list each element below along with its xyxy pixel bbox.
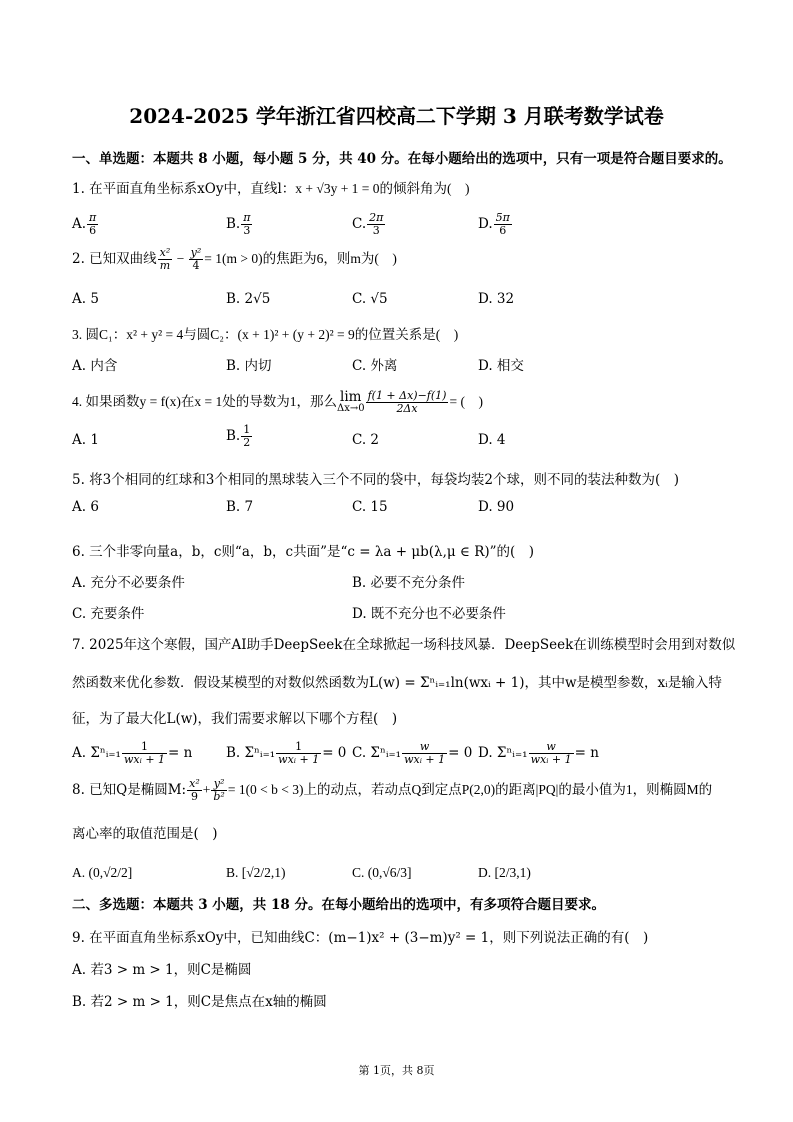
q5-option-c[interactable]: C. 15 <box>352 499 388 515</box>
q8-option-d[interactable]: D. [2/3,1) <box>478 865 531 880</box>
q5-option-d[interactable]: D. 90 <box>478 499 515 515</box>
q9-option-b[interactable]: B. 若2 > m > 1，则C是焦点在x轴的椭圆 <box>72 994 327 1010</box>
question-7-line-2: 然函数来优化参数．假设某模型的对数似然函数为L(w) = Σⁿᵢ₌₁ln(wxᵢ + 1)，其中w是模型参数，xᵢ是输入特 <box>72 675 722 691</box>
q7-option-b[interactable]: B. Σⁿᵢ₌₁ $\frac{1}{\text{wxᵢ + 1}}$ = 0 <box>226 740 347 766</box>
q5-option-a[interactable]: A. 6 <box>72 499 99 515</box>
q6-option-a[interactable]: A. 充分不必要条件 <box>72 575 185 591</box>
question-5: 5. 将3个相同的红球和3个相同的黑球装入三个不同的袋中，每袋均装2个球，则不同的装法种数为( ) <box>72 472 679 488</box>
q6-option-b[interactable]: B. 必要不充分条件 <box>352 575 466 591</box>
section-multiple-choice: 二、多选题：本题共 3 小题，共 18 分。在每小题给出的选项中，有多项符合题目要求。 <box>72 897 605 913</box>
question-8-line-2: 离心率的取值范围是( ) <box>72 826 218 842</box>
question-8: 8. 已知Q是椭圆M: $\frac{\text{x²}}{9}$ + $\frac{\text{y²}}{\text{b²}}$ = 1(0 < b < 3)上的动点，若动点Q到定点P(2,0)的距离|PQ|的最小值为1，则椭圆M的 <box>72 777 713 803</box>
q4-option-a[interactable]: A. 1 <box>72 432 99 448</box>
q7-option-d[interactable]: D. Σⁿᵢ₌₁ $\frac{w}{\text{wxᵢ + 1}}$ = n <box>478 740 599 766</box>
q8-option-c[interactable]: C. (0,√6/3] <box>352 865 412 880</box>
q3-option-a[interactable]: A. 内含 <box>72 358 118 374</box>
q8-option-b[interactable]: B. [√2/2,1) <box>226 865 286 880</box>
q7-option-c[interactable]: C. Σⁿᵢ₌₁ $\frac{w}{\text{wxᵢ + 1}}$ = 0 <box>352 740 473 766</box>
q1-option-b[interactable]: B. $\frac{\pi}{3}$ <box>226 211 251 237</box>
question-7-line-1: 7. 2025年这个寒假，国产AI助手DeepSeek在全球掀起一场科技风暴．DeepSeek在训练模型时会用到对数似 <box>72 637 736 653</box>
section-single-choice: 一、单选题：本题共 8 小题，每小题 5 分，共 40 分。在每小题给出的选项中，只有一项是符合题目要求的。 <box>72 151 732 167</box>
q5-option-b[interactable]: B. 7 <box>226 499 254 515</box>
q6-option-c[interactable]: C. 充要条件 <box>72 606 145 622</box>
page-footer: 第 1页，共 8页 <box>358 1064 435 1077</box>
q2-option-c[interactable]: C. √5 <box>352 291 388 307</box>
q1-option-c[interactable]: C. $\frac{2\pi}{3}$ <box>352 211 384 237</box>
q2-option-d[interactable]: D. 32 <box>478 291 515 307</box>
question-2: 2. 已知双曲线 $\frac{\text{x²}}{m}$ − $\frac{\text{y²}}{4}$ = 1(m > 0)的焦距为6，则m为( ) <box>72 246 397 272</box>
q3-option-b[interactable]: B. 内切 <box>226 358 272 374</box>
question-1-text-b: x + √3y + 1 = 0的倾斜角为( ) <box>295 181 470 196</box>
q9-option-a[interactable]: A. 若3 > m > 1，则C是椭圆 <box>72 962 252 978</box>
q2-option-b[interactable]: B. 2√5 <box>226 291 271 307</box>
q7-option-a[interactable]: A. Σⁿᵢ₌₁ $\frac{1}{\text{wxᵢ + 1}}$ = n <box>72 740 193 766</box>
question-1-text-a: 1. 在平面直角坐标系xOy中，直线l： <box>72 181 296 197</box>
q3-option-c[interactable]: C. 外离 <box>352 358 398 374</box>
page-title: 2024-2025 学年浙江省四校高二下学期 3 月联考数学试卷 <box>129 104 664 128</box>
q3-option-d[interactable]: D. 相交 <box>478 358 524 374</box>
question-1 <box>72 177 470 197</box>
q4-option-d[interactable]: D. 4 <box>478 432 506 448</box>
question-9: 9. 在平面直角坐标系xOy中，已知曲线C：(m−1)x² + (3−m)y² = 1，则下列说法正确的有( ) <box>72 930 649 946</box>
question-6: 6. 三个非零向量a，b，c则“a，b，c共面”是“c = λa + μb(λ,μ ∈ R)”的( ) <box>72 544 535 560</box>
q4-option-b[interactable]: B. $\frac{1}{2}$ <box>226 423 251 449</box>
q6-option-d[interactable]: D. 既不充分也不必要条件 <box>352 606 506 622</box>
q4-option-c[interactable]: C. 2 <box>352 432 380 448</box>
question-3: 3. 圆C₁：x² + y² = 4与圆C₂：(x + 1)² + (y + 2)² = 9的位置关系是( ) <box>72 327 459 342</box>
q2-option-a[interactable]: A. 5 <box>72 291 99 307</box>
question-4: 4. 如果函数y = f(x)在x = 1处的导数为1，那么 lim Δx→0 $\frac{f(1 + \Delta x)-f(1)}{2\Delta x}$ = ( ) <box>72 388 483 415</box>
q1-option-a[interactable]: A. $\frac{\pi}{6}$ <box>72 211 97 237</box>
q8-option-a[interactable]: A. (0,√2/2] <box>72 865 133 880</box>
q1-option-d[interactable]: D. $\frac{5\pi}{6}$ <box>478 211 510 237</box>
question-7-line-3: 征，为了最大化L(w)，我们需要求解以下哪个方程( ) <box>72 711 398 727</box>
